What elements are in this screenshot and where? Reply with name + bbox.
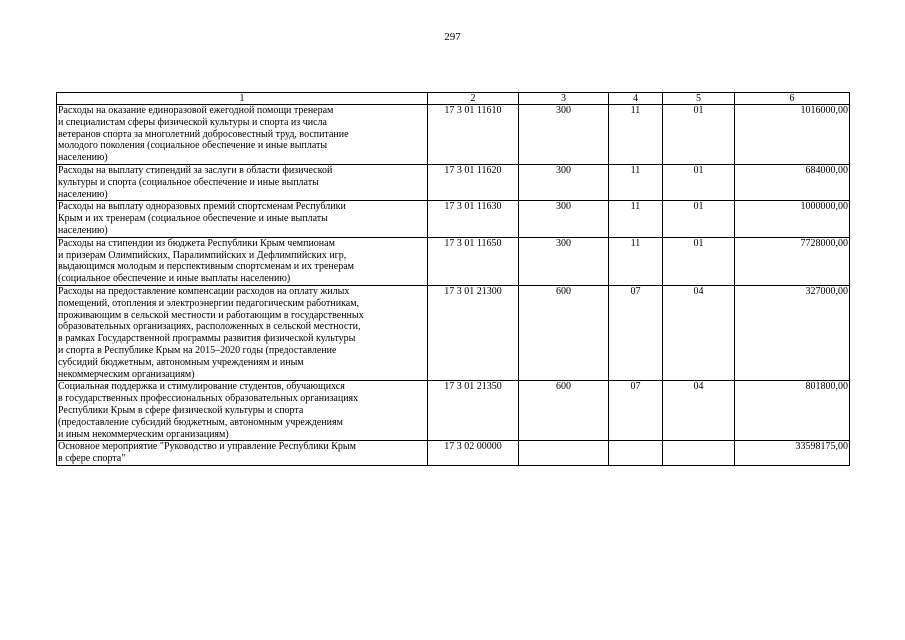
- amount-cell: 684000,00: [735, 164, 850, 200]
- description-cell: Расходы на выплату одноразовых премий спортсменам Республики Крым и их тренерам (социальное обеспечение и иные выплаты населению): [57, 201, 428, 237]
- header-col-2: 2: [428, 93, 519, 105]
- col5-cell: [663, 441, 735, 466]
- table-row: [57, 237, 850, 285]
- table-row: [57, 441, 850, 466]
- header-col-3: 3: [519, 93, 609, 105]
- col5-cell: 04: [663, 381, 735, 441]
- code-cell: 17 3 01 21300: [428, 285, 519, 380]
- amount-cell: 33598175,00: [735, 441, 850, 466]
- description-cell: Расходы на выплату стипендий за заслуги в области физической культуры и спорта (социальное обеспечение и иные выплаты населению): [57, 164, 428, 200]
- col3-cell: [519, 441, 609, 466]
- table-row: [57, 285, 850, 380]
- code-cell: 17 3 01 11610: [428, 105, 519, 165]
- header-col-1: 1: [57, 93, 428, 105]
- code-cell: 17 3 02 00000: [428, 441, 519, 466]
- header-col-6: 6: [735, 93, 850, 105]
- amount-cell: 7728000,00: [735, 237, 850, 285]
- table-body: [57, 105, 850, 466]
- col3-cell: 300: [519, 164, 609, 200]
- page-number: 297: [444, 31, 461, 43]
- description-cell: Основное мероприятие "Руководство и управление Республики Крым в сфере спорта": [57, 441, 428, 466]
- budget-table: [56, 92, 850, 466]
- amount-cell: 327000,00: [735, 285, 850, 380]
- col5-cell: 01: [663, 164, 735, 200]
- col3-cell: 300: [519, 237, 609, 285]
- col5-cell: 01: [663, 105, 735, 165]
- col4-cell: 11: [609, 201, 663, 237]
- col3-cell: 600: [519, 285, 609, 380]
- amount-cell: 801800,00: [735, 381, 850, 441]
- code-cell: 17 3 01 11620: [428, 164, 519, 200]
- code-cell: 17 3 01 21350: [428, 381, 519, 441]
- col4-cell: 11: [609, 105, 663, 165]
- col5-cell: 04: [663, 285, 735, 380]
- col4-cell: 07: [609, 381, 663, 441]
- description-cell: Расходы на предоставление компенсации расходов на оплату жилых помещений, отопления и электроэнергии педагогическим работникам, проживающим в сельской местности и работающим в государственных образовательных организациях, расположенных в сельской местности, в рамках Государственной программы развития физической культуры и спорта в Республике Крым на 2015–2020 годы (предоставление субсидий бюджетным, автономным учреждениям и иным некоммерческим организациям): [57, 285, 428, 380]
- header-col-4: 4: [609, 93, 663, 105]
- header-col-5: 5: [663, 93, 735, 105]
- code-cell: 17 3 01 11650: [428, 237, 519, 285]
- description-cell: Социальная поддержка и стимулирование студентов, обучающихся в государственных профессиональных образовательных организациях Республики Крым в сфере физической культуры и спорта (предоставление субсидий бюджетным, автономным учреждениям и иным некоммерческим организациям): [57, 381, 428, 441]
- col4-cell: 11: [609, 164, 663, 200]
- code-cell: 17 3 01 11630: [428, 201, 519, 237]
- table-row: [57, 105, 850, 165]
- description-cell: Расходы на стипендии из бюджета Республики Крым чемпионам и призерам Олимпийских, Паралимпийских и Дефлимпийских игр, выдающимся молодым и перспективным спортсменам и их тренерам (социальное обеспечение и иные выплаты населению): [57, 237, 428, 285]
- col3-cell: 600: [519, 381, 609, 441]
- description-cell: Расходы на оказание единоразовой ежегодной помощи тренерам и специалистам сферы физической культуры и спорта из числа ветеранов спорта за многолетний добросовестный труд, воспитание молодого поколения (социальное обеспечение и иные выплаты населению): [57, 105, 428, 165]
- col5-cell: 01: [663, 237, 735, 285]
- header-row: [57, 93, 850, 105]
- col3-cell: 300: [519, 105, 609, 165]
- col3-cell: 300: [519, 201, 609, 237]
- col4-cell: 11: [609, 237, 663, 285]
- table-row: [57, 381, 850, 441]
- col4-cell: 07: [609, 285, 663, 380]
- table-row: [57, 201, 850, 237]
- col4-cell: [609, 441, 663, 466]
- table-row: [57, 164, 850, 200]
- amount-cell: 1016000,00: [735, 105, 850, 165]
- col5-cell: 01: [663, 201, 735, 237]
- amount-cell: 1000000,00: [735, 201, 850, 237]
